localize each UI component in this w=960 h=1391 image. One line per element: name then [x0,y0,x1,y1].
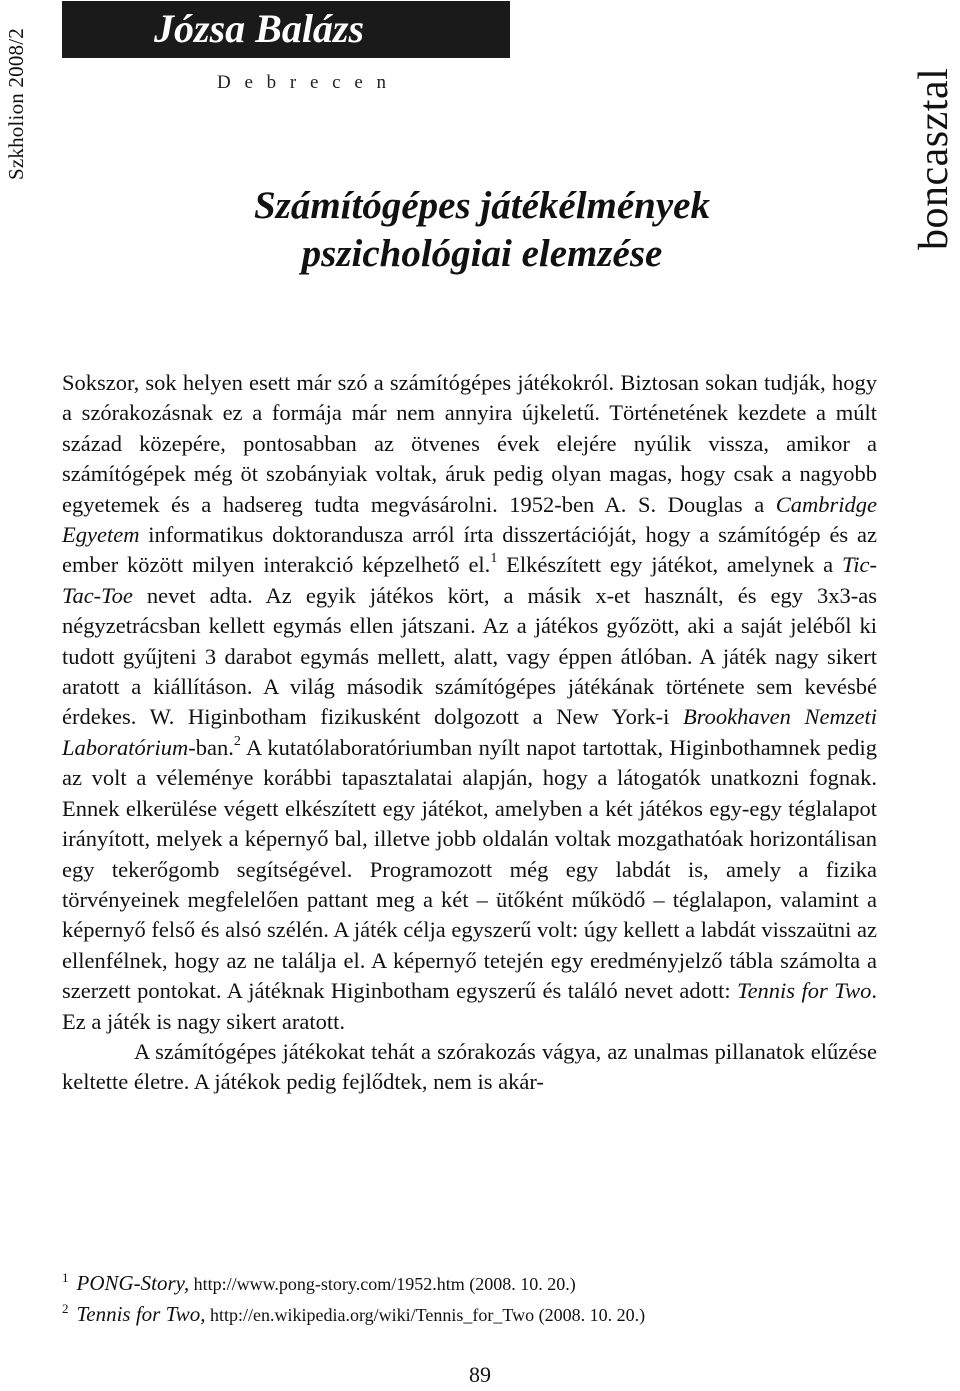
section-label [908,0,960,260]
section-text: boncasztal [911,67,957,250]
paragraph-2: A számítógépes játékokat tehát a szórakozás vágya, az unalmas pillanatok elűzése keltette életre. A játékok pedig fejlődtek, nem is akár- [62,1038,877,1095]
footnote-2-link[interactable]: http://en.wikipedia.org/wiki/Tennis_for_Two (2008. 10. 20.) [205,1305,646,1325]
footnote-1-link[interactable]: http://www.pong-story.com/1952.htm (2008. 10. 20.) [189,1274,576,1294]
p1-italic-brookhaven: Brookhaven Nemzeti Laboratórium [62,704,877,760]
footnote-2-title: Tennis for Two, [76,1302,206,1326]
title-line-1: Számítógépes játékélmények [253,184,710,227]
page-number: 89 [469,1362,491,1387]
p1-text-7: . Ez a játék is nagy sikert aratott. [62,978,877,1034]
article-body [62,368,877,1098]
p1-text-1: Sokszor, sok helyen esett már szó a számítógépes játékokról. Biztosan sokan tudják, hogy a szórakozásnak ez a formája már nem annyira újkeletű. Történetének kezdete a múlt század közepére, pontosabban az ötvenes évek elejére nyúlik vissza, amikor a számítógépek még öt szobányiak voltak, áruk pedig olyan magas, hogy csak a nagyobb egyetemek és a hadsereg tudta megvásárolni. 1952-ben A. S. Douglas a [62,370,877,517]
p1-italic-tennis: Tennis for Two [737,978,872,1004]
footnote-ref-1[interactable]: 1 [490,551,498,567]
p1-italic-cambridge: Cambridge Egyetem [62,491,877,548]
author-name: Józsa Balázs [154,6,365,51]
paragraph-1 [62,368,877,1037]
p1-text-2: informatikus doktorandusza arról írta disszertációját, hogy a számítógép és az ember között milyen interakció képzelhető el. [62,522,877,578]
author-bar [62,1,510,58]
p1-text-4: nevet adta. Az egyik játékos kört, a másik x-et használt, és egy 3x3-as négyzetrácsban kellett egymás ellen játszani. Az a játékos győzött, aki a saját jeléből ki tudott gyűjteni 3 darabot egymás mellett, alatt, vagy éppen átlóban. A játék nagy sikert aratott a kiállításon. A világ második számítógépes játékának története sem kevésbé érdekes. W. Higinbotham fizikusként dolgozott a New York-i [62,582,877,730]
footnote-2 [62,1299,877,1330]
footnote-1-title: PONG-Story, [76,1271,190,1295]
title-line-2: pszichológiai elemzése [301,232,663,275]
footnote-ref-2[interactable]: 2 [233,733,241,749]
p1-text-3: Elkészített egy játékot, amelynek a [497,552,842,578]
footnote-1 [62,1268,877,1299]
article-title [62,182,902,278]
footnote-1-number: 1 [62,1270,69,1285]
p1-text-5: -ban. [188,734,234,760]
journal-issue-text: Szkholion 2008/2 [4,28,28,180]
journal-issue-label [2,0,28,230]
p1-text-6: A kutatólaboratóriumban nyílt napot tartottak, Higinbothamnek pedig az volt a véleménye korábbi tapasztalatai alapján, hogy a látogatók unatkozni fognak. Ennek elkerülése végett elkészített egy játékot, amelyben a két játékos egy-egy téglalapot irányított, melyek a képernyő bal, illetve jobb oldalán voltak mozgathatóak horizontálisan egy tekerőgomb segítségével. Programozott még egy labdát is, amely a fizika törvényeinek megfelelően pattant meg a két – ütőként működő – téglalapon, valamint a képernyő felső és alsó szélén. A játék célja egyszerű volt: úgy kellett a labdát visszaütni az ellenfélnek, hogy az ne találja el. A képernyő tetején egy eredményjelző tábla számolta a szerzett pontokat. A játéknak Higinbotham egyszerű és találó nevet adott: [62,734,877,1004]
footnotes [62,1268,877,1330]
p1-italic-tictactoe: Tic-Tac-Toe [62,552,877,608]
author-city: D e b r e c e n [217,72,391,93]
footnote-2-number: 2 [62,1301,69,1316]
